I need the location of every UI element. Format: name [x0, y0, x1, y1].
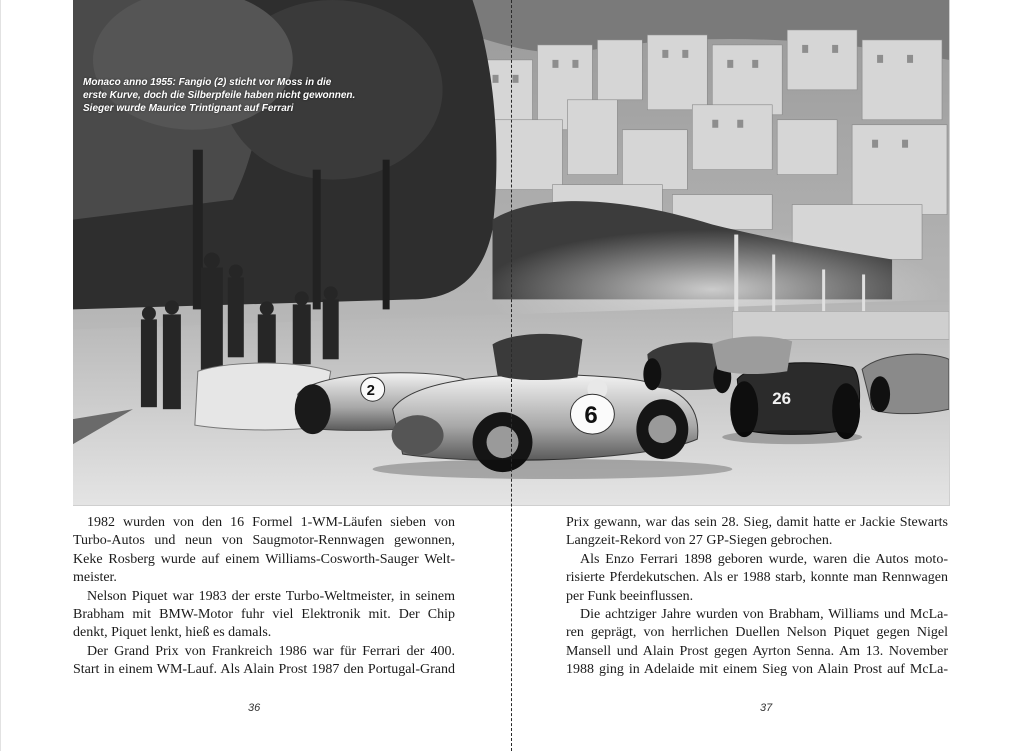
text-line: Der Grand Prix von Frankreich 1986 war für Ferrari der 400. — [87, 643, 455, 659]
car-number-2: 2 — [366, 382, 375, 400]
text-line: Mansell und Alain Prost gegen Ayrton Senna. Am 13. November — [566, 643, 948, 659]
text-line: Langzeit-Rekord von 27 GP-Siegen gebrochen. — [566, 533, 833, 549]
text-line: Brabham mit BMW-Motor fuhr viel Elektronik mit. Der Chip — [73, 607, 455, 623]
caption-line: erste Kurve, doch die Silberpfeile haben nicht gewonnen. — [83, 90, 356, 101]
text-line: ren geprägt, von herrlichen Duellen Nelson Piquet gegen Nigel — [566, 625, 948, 641]
text-line: per Funk beeinflussen. — [566, 588, 694, 604]
photo-caption — [83, 76, 383, 115]
text-line: meister. — [73, 570, 117, 586]
left-page-text — [73, 514, 455, 680]
caption-line: Monaco anno 1955: Fangio (2) sticht vor Moss in die — [83, 77, 332, 88]
car-26 — [730, 363, 860, 439]
text-line: Turbo-Autos und neun von Saugmotor-Rennwagen gewonnen, — [73, 533, 455, 549]
text-line: Prix gewann, war das sein 28. Sieg, damit hatte er Jackie Stewarts — [566, 515, 948, 530]
text-line: denkt, Piquet lenkt, hieß es damals. — [73, 625, 272, 641]
car-far-right — [862, 354, 949, 414]
book-spine — [511, 0, 512, 751]
text-line: 1982 wurden von den 16 Formel 1-WM-Läufen sieben von — [87, 515, 455, 530]
text-line: Die achtziger Jahre wurden von Brabham, Williams und McLa- — [580, 607, 948, 623]
text-line: Keke Rosberg wurde auf einem Williams-Cosworth-Sauger Welt- — [73, 551, 455, 567]
text-line: Start in einem WM-Lauf. Als Alain Prost 1987 den Portugal-Grand — [73, 662, 455, 678]
page-edge — [0, 0, 1, 751]
page-number-right: 37 — [760, 702, 773, 714]
text-line: Nelson Piquet war 1983 der erste Turbo-Weltmeister, in seinem — [87, 588, 455, 604]
car-number-26: 26 — [772, 389, 792, 409]
text-line: Als Enzo Ferrari 1898 geboren wurde, waren die Autos moto- — [580, 551, 948, 567]
car-number-6: 6 — [584, 402, 598, 430]
page-number-left: 36 — [248, 702, 261, 714]
right-page-text — [566, 514, 948, 680]
caption-line: Sieger wurde Maurice Trintignant auf Ferrari — [83, 103, 294, 114]
text-line: risierte Pferdekutschen. Als er 1988 starb, konnte man Rennwagen — [566, 570, 948, 586]
text-line: 1988 ging in Adelaide mit einem Sieg von Alain Prost auf McLa- — [566, 662, 948, 678]
